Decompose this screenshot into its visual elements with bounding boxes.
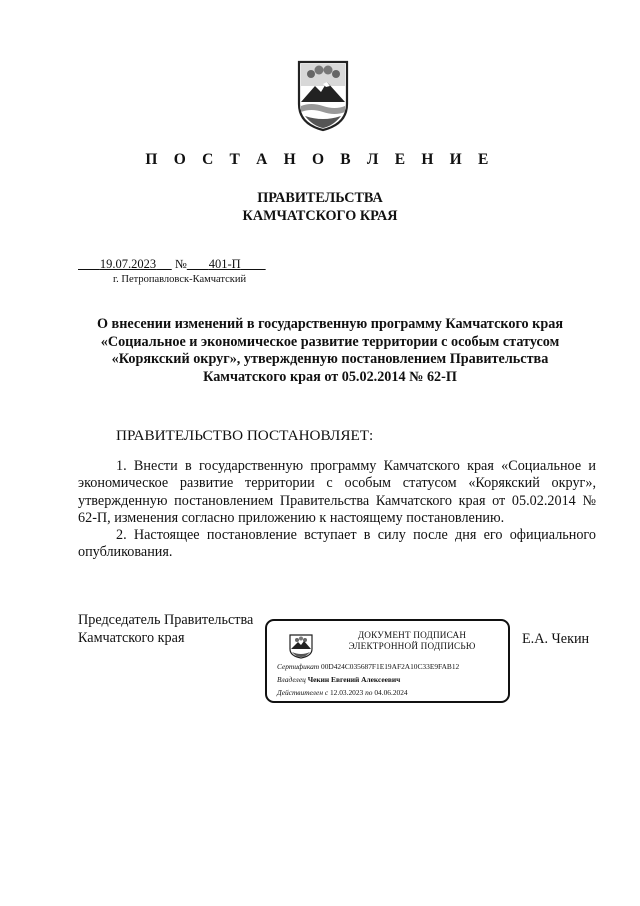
kamchatka-coat-of-arms-icon — [289, 633, 313, 659]
stamp-validity-row — [277, 688, 408, 697]
city: г. Петропавловск-Камчатский — [113, 274, 247, 285]
decree-phrase: ПРАВИТЕЛЬСТВО ПОСТАНОВЛЯЕТ: — [116, 427, 374, 444]
issuing-authority — [0, 189, 640, 225]
subject-line-3: «Корякский округ», утвержденную постановлением Правительства — [111, 351, 549, 367]
document-body — [78, 458, 596, 562]
document-type-title: П О С Т А Н О В Л Е Н И Е — [145, 151, 495, 168]
valid-to: 04.06.2024 — [374, 688, 408, 697]
stamp-heading-line-1: ДОКУМЕНТ ПОДПИСАН — [357, 630, 467, 640]
signatory-position — [78, 612, 253, 647]
document-number: 401-П — [208, 257, 241, 271]
registration-line — [78, 257, 266, 272]
paragraph-1: 1. Внести в государственную программу Камчатского края «Социальное и экономическое развитие территории с особым статусом «Корякский округ», утвержденную постановлением Правительства Камчатского края от 05.02.2014 № 62-П, изменения согласно приложению к настоящему постановлению. — [78, 458, 596, 526]
position-line-2: Камчатского края — [78, 629, 185, 646]
subject-line-1: О внесении изменений в государственную программу Камчатского края — [96, 316, 564, 332]
signatory-name: Е.А. Чекин — [522, 631, 590, 647]
document-date: 19.07.2023 — [99, 257, 157, 271]
certificate-label: Сертификат — [277, 662, 320, 671]
position-line-1: Председатель Правительства — [78, 612, 254, 628]
subject-line-4: Камчатского края от 05.02.2014 № 62-П — [203, 368, 457, 385]
stamp-heading-line-2: ЭЛЕКТРОННОЙ ПОДПИСЬЮ — [348, 641, 476, 651]
paragraph-2: 2. Настоящее постановление вступает в силу после дня его официального опубликования. — [78, 527, 596, 561]
owner-label: Владелец — [277, 675, 306, 684]
subject-line-2: «Социальное и экономическое развитие территории с особым статусом — [100, 333, 560, 350]
authority-line-2: КАМЧАТСКОГО КРАЯ — [242, 208, 398, 224]
kamchatka-coat-of-arms-icon — [297, 56, 349, 132]
valid-to-label: по — [365, 688, 373, 697]
number-sign: № — [174, 257, 187, 271]
certificate-value: 00D424C035687F1E19AF2A10C33E9FAB12 — [321, 662, 460, 671]
electronic-signature-stamp — [265, 619, 510, 703]
stamp-heading — [327, 630, 497, 652]
valid-from: 12.03.2023 — [329, 688, 364, 697]
valid-label: Действителен с — [277, 688, 329, 697]
authority-line-1: ПРАВИТЕЛЬСТВА — [257, 190, 383, 206]
stamp-owner-row — [277, 675, 400, 684]
owner-value: Чекин Евгений Алексеевич — [307, 675, 401, 684]
stamp-certificate-row — [277, 662, 459, 671]
document-subject — [70, 316, 590, 386]
